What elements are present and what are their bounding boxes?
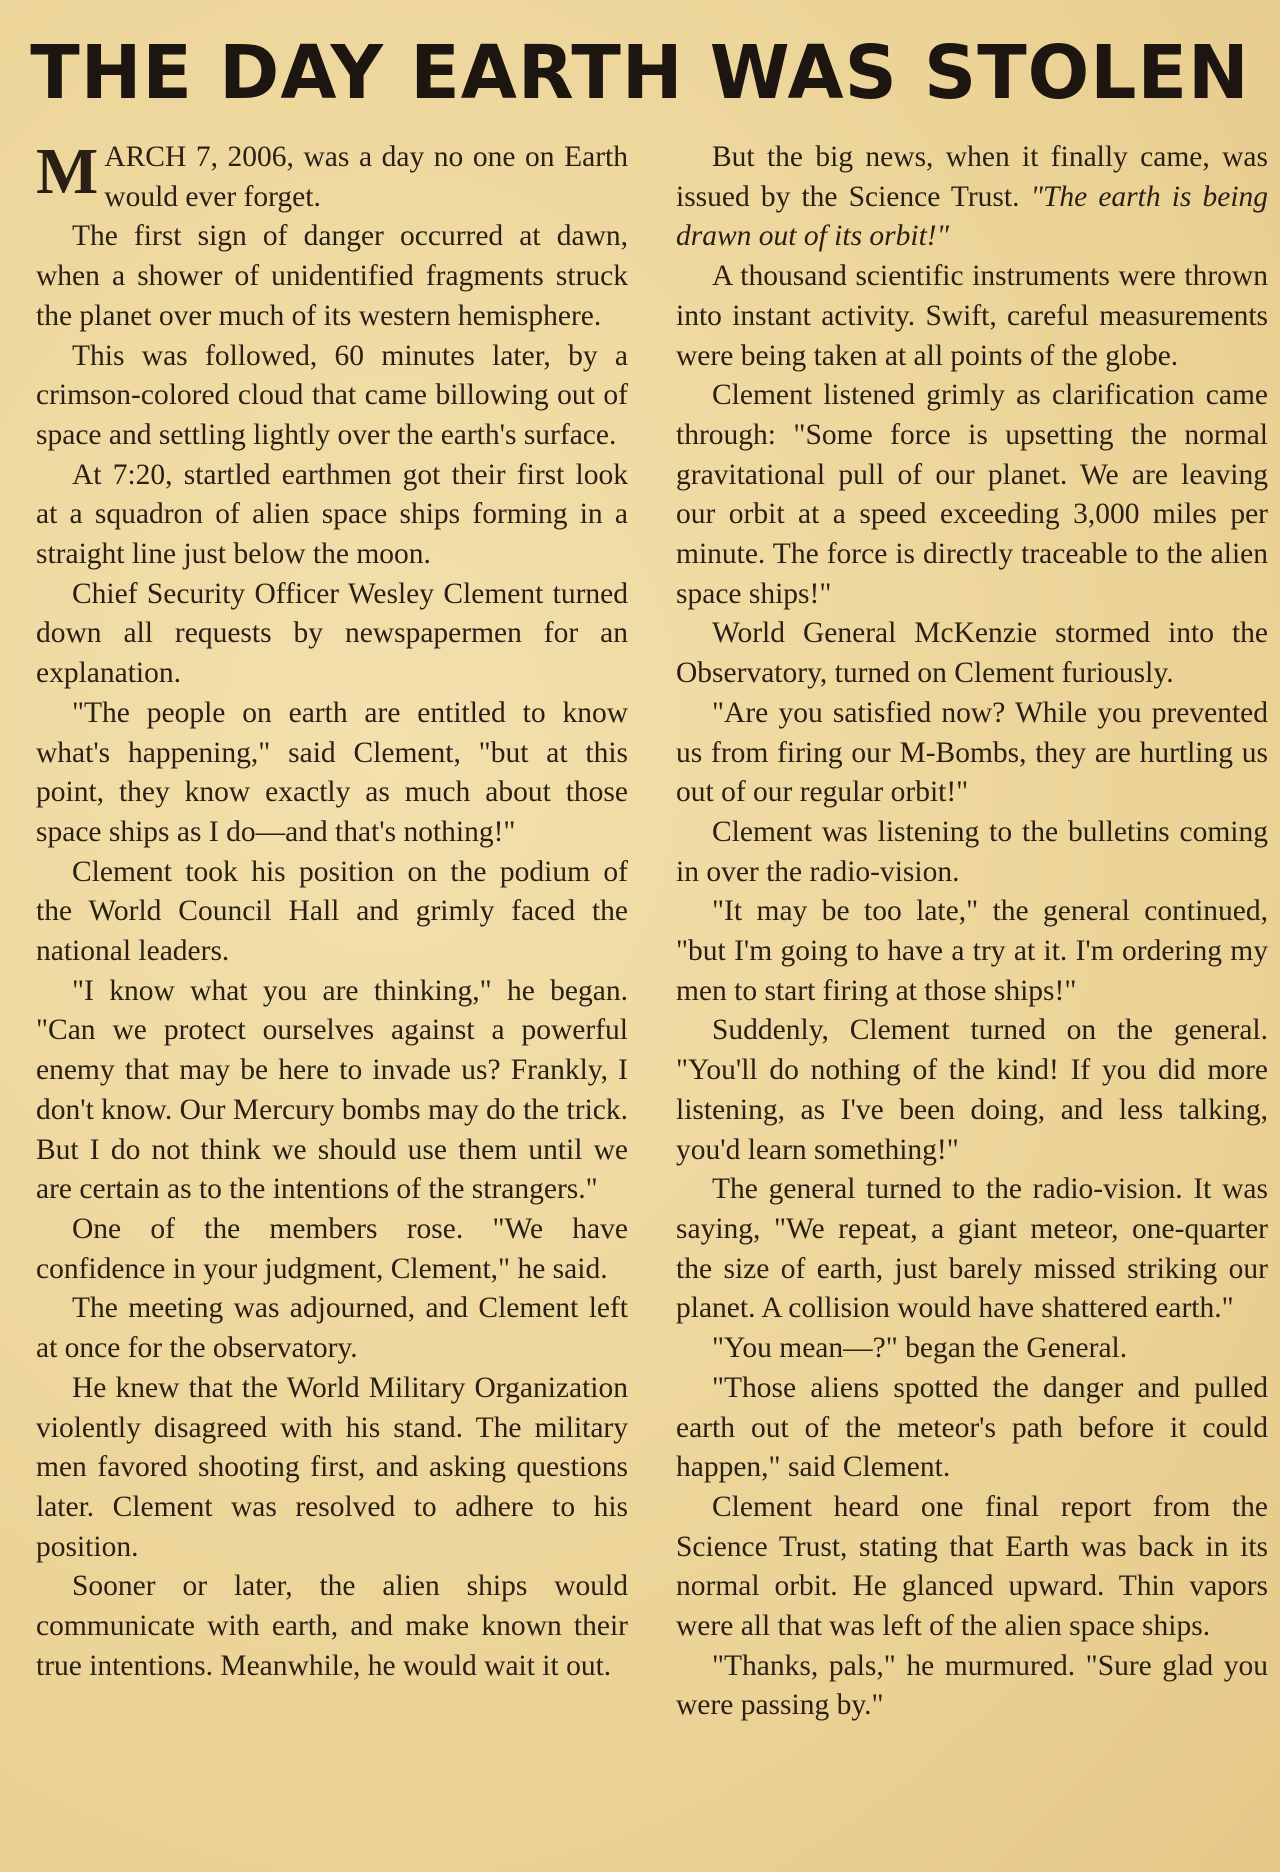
paragraph: One of the members rose. "We have confidence in your judgment, Clement," he said. <box>36 1212 628 1285</box>
left-column <box>36 135 628 1686</box>
paragraph: Clement took his position on the podium of the World Council Hall and grimly faced the national leaders. <box>36 855 628 968</box>
paragraph: Clement heard one final report from the Science Trust, stating that Earth was back in its normal orbit. He glanced upward. Thin vapors were all that was left of the alien space ships. <box>676 1490 1268 1643</box>
paragraph: "Those aliens spotted the danger and pulled earth out of the meteor's path before it could happen," said Clement. <box>676 1371 1268 1484</box>
paragraph: The general turned to the radio-vision. It was saying, "We repeat, a giant meteor, one-quarter the size of earth, just barely missed striking our planet. A collision would have shattered earth." <box>676 1173 1268 1325</box>
paragraph: The first sign of danger occurred at dawn, when a shower of unidentified fragments struck the planet over much of its western hemisphere. <box>36 220 628 332</box>
paragraph: "You mean—?" began the General. <box>712 1332 1128 1365</box>
paragraph: "Thanks, pals," he murmured. "Sure glad you were passing by." <box>676 1649 1268 1722</box>
paragraph: Clement listened grimly as clarification came through: "Some force is upsetting the normal gravitational pull of our planet. We are leaving our orbit at a speed exceeding 3,000 miles per minute. The force is directly traceable to the alien space ships!" <box>676 379 1268 610</box>
paragraph: At 7:20, startled earthmen got their first look at a squadron of alien space ships forming in a straight line just below the moon. <box>36 458 628 571</box>
paragraph <box>36 135 628 217</box>
drop-cap: M <box>36 135 99 208</box>
paragraph: "I know what you are thinking," he began. "Can we protect ourselves against a powerful enemy that may be here to invade us? Frankly, I don't know. Our Mercury bombs may do the trick. But I do not think we should use them until we are certain as to the intentions of the strangers." <box>36 974 628 1206</box>
paragraph-text: But the big news, when it finally came, was issued by the Science Trust. <box>676 141 1268 213</box>
paragraph: He knew that the World Military Organization violently disagreed with his stand. The military men favored shooting first, and asking questions later. Clement was resolved to adhere to his position. <box>36 1371 628 1563</box>
paragraph: The meeting was adjourned, and Clement left at once for the observatory. <box>36 1292 628 1365</box>
paragraph: Suddenly, Clement turned on the general. "You'll do nothing of the kind! If you did more listening, as I've been doing, and less talking, you'd learn something!" <box>676 1014 1268 1166</box>
paragraph: Sooner or later, the alien ships would communicate with earth, and make known their true intentions. Meanwhile, he would wait it out. <box>36 1570 628 1682</box>
paragraph-text: ARCH 7, 2006, was a day no one on Earth would ever forget. <box>104 141 628 213</box>
paragraph: "Are you satisfied now? While you prevented us from firing our M-Bombs, they are hurtling us out of our regular orbit!" <box>676 696 1268 809</box>
paragraph: World General McKenzie stormed into the Observatory, turned on Clement furiously. <box>676 617 1268 690</box>
paragraph: A thousand scientific instruments were thrown into instant activity. Swift, careful measurements were being taken at all points of the globe. <box>676 260 1268 372</box>
paragraph <box>676 138 1268 257</box>
story-title: THE DAY EARTH WAS STOLEN <box>30 30 1250 116</box>
right-column <box>676 138 1268 1726</box>
paragraph: Chief Security Officer Wesley Clement turned down all requests by newspapermen for an explanation. <box>36 577 628 690</box>
paragraph: Clement was listening to the bulletins coming in over the radio-vision. <box>676 815 1268 888</box>
paragraph: "The people on earth are entitled to know what's happening," said Clement, "but at this point, they know exactly as much about those space ships as I do—and that's nothing!" <box>36 696 628 848</box>
paragraph: This was followed, 60 minutes later, by a crimson-colored cloud that came billowing out of space and settling lightly over the earth's surface. <box>36 339 628 451</box>
italic-quote: "The earth is being drawn out of its orbit!" <box>676 180 1269 253</box>
paragraph: "It may be too late," the general continued, "but I'm going to have a try at it. I'm ordering my men to start firing at those ships!" <box>676 895 1268 1007</box>
